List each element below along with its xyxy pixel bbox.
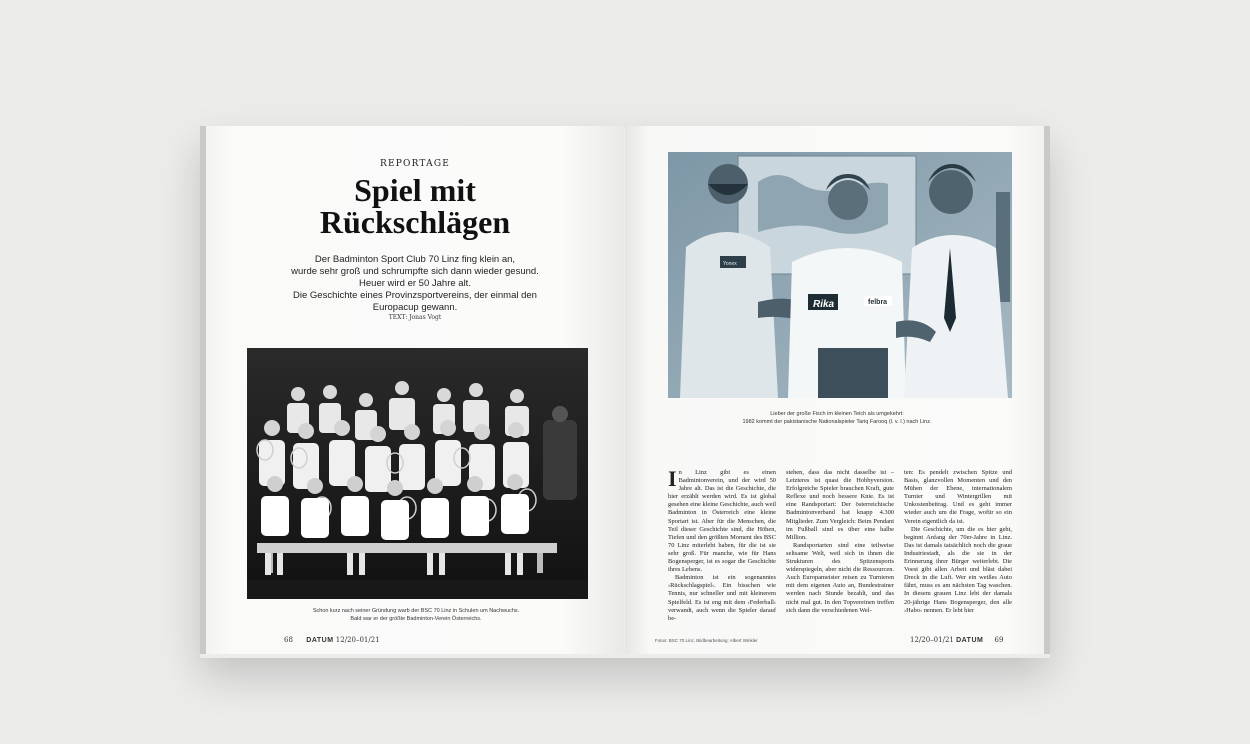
page-number: 69 bbox=[994, 636, 1004, 644]
issue-number: 12/20–01/21 bbox=[335, 636, 380, 644]
lead-line: Die Geschichte eines Provinzsportvereins, der einmal den bbox=[293, 290, 537, 301]
byline: TEXT: Jonas Vogt bbox=[388, 314, 442, 321]
article-headline bbox=[206, 174, 624, 238]
headline-line-2: Rückschlägen bbox=[319, 204, 511, 240]
paragraph: Badminton ist ein sogenanntes ›Rückschlagspiel‹. Ein bisschen wie Tennis, nur schneller und mit kleinerem Spielfeld. Es ist eng mit dem ›Federball‹ verwandt, auch wenn die Spieler darauf be- bbox=[668, 574, 776, 622]
section-kicker: REPORTAGE bbox=[380, 159, 450, 169]
paragraph: ten: Es pendelt zwischen Spitze und Basis, glanzvollen Momenten und den Mühen der Ebene, internationalem Turnier und Wintergrillen mit Unkostenbeitrag. Und es geht immer wieder auch um die Frage, wofür so ein Verein eigentlich da ist. bbox=[904, 469, 1012, 525]
lead-line: Der Badminton Sport Club 70 Linz fing klein an, bbox=[314, 254, 516, 265]
article-body bbox=[668, 469, 1012, 629]
lead-line: Heuer wird er 50 Jahre alt. bbox=[359, 278, 471, 289]
lead-line: wurde sehr groß und schrumpfte sich dann wieder gesund. bbox=[291, 266, 539, 277]
text-column-2 bbox=[786, 469, 894, 629]
magazine-name: DATUM bbox=[306, 637, 334, 644]
caption-line: Bald war er der größte Badminton-Verein Österreichs. bbox=[350, 616, 482, 622]
magazine-name: DATUM bbox=[956, 637, 984, 644]
photo-caption bbox=[687, 410, 987, 426]
headline-line-1: Spiel mit bbox=[354, 172, 476, 208]
paragraph: n Linz gibt es einen Badmintonverein, und der wird 50 Jahre alt. Das ist die Geschichte, die hier erzählt werden wird. Es ist global gesehen eine kleine Geschichte, auch weil Badminton in Österreich eine kleine Sportart ist. Aber für die Menschen, die Teil dieser Geschichte sind, die Höhen, Tiefen und den größten Moment des BSC 70 Linz miterlebt haben, für die ist sie sehr groß. Für manche, wie für Hans Bogensperger, ist es sogar die Geschichte ihres Lebens. bbox=[668, 469, 776, 574]
right-page bbox=[625, 126, 1050, 654]
caption-line: Lieber der große Fisch im kleinen Teich als umgekehrt: bbox=[770, 411, 904, 417]
drop-cap: I bbox=[668, 469, 677, 491]
page-footer bbox=[284, 636, 380, 644]
photo-credit: Fotos: BSC 70 Linz, Bildbearbeitung: Albert Winkler bbox=[655, 638, 758, 643]
text-column-3 bbox=[904, 469, 1012, 629]
caption-line: Schon kurz nach seiner Gründung warb der BSC 70 Linz in Schulen um Nachwuchs. bbox=[312, 608, 520, 614]
article-lead bbox=[246, 254, 584, 314]
team-group-photo bbox=[247, 348, 588, 599]
paragraph: Randsportarten sind eine teilweise seltsame Welt, weil sich in ihnen die Strukturen des Spitzensports widerspiegeln, aber nicht die Ressourcen. Auch Europameister reisen zu Turnieren mit dem eigenen Auto an, Bundestrainer werden nach Stunde bezahlt, und das nicht mal gut. In den Topvereinen treffen sich dann die verschiedenen Wel- bbox=[786, 541, 894, 614]
left-page bbox=[200, 126, 624, 654]
photo-caption bbox=[266, 607, 566, 623]
page-number: 68 bbox=[284, 636, 293, 644]
players-photo bbox=[668, 152, 1012, 398]
caption-line: 1982 kommt der pakistanische Nationalspieler Tariq Farooq (l. v. l.) nach Linz. bbox=[742, 419, 932, 425]
shirt-sponsor-logo: felbra bbox=[868, 299, 888, 306]
page-footer bbox=[910, 636, 1003, 644]
issue-number: 12/20–01/21 bbox=[910, 636, 954, 644]
paragraph: stehen, dass das nicht dasselbe ist – Letzteres ist quasi die Hobbyversion. Erfolgreiche Spieler brauchen Kraft, gute Reflexe und noch bessere Knie. Es ist eine Randsportart: Der österreichische Badmintonverband hat knapp 4.300 Mitglieder. Zum Vergleich: Beim Pendant im Fußball sind es über eine halbe Million. bbox=[786, 469, 894, 541]
polo-logo: Yonex bbox=[723, 261, 737, 267]
text-column-1 bbox=[668, 469, 776, 629]
lead-line: Europacup gewann. bbox=[372, 302, 458, 313]
shirt-logo-rika: Rika bbox=[813, 299, 835, 310]
paragraph: Die Geschichte, um die es hier geht, beginnt Anfang der 70er-Jahre in Linz. Das ist damals tatsächlich noch die graue Industriestadt, als die sie in der Erinnerung ihrer Bürger weiterlebt. Die Voest gibt allen Arbeit und bläst dabei Dreck in die Luft. Wer ein weißes Auto fährt, muss es am nächsten Tag waschen. In diesem grauen Linz lebt der damals 20-jährige Hans Bogensperger, den alle ›Habo‹ nennen. Er lebt hier bbox=[904, 525, 1012, 614]
